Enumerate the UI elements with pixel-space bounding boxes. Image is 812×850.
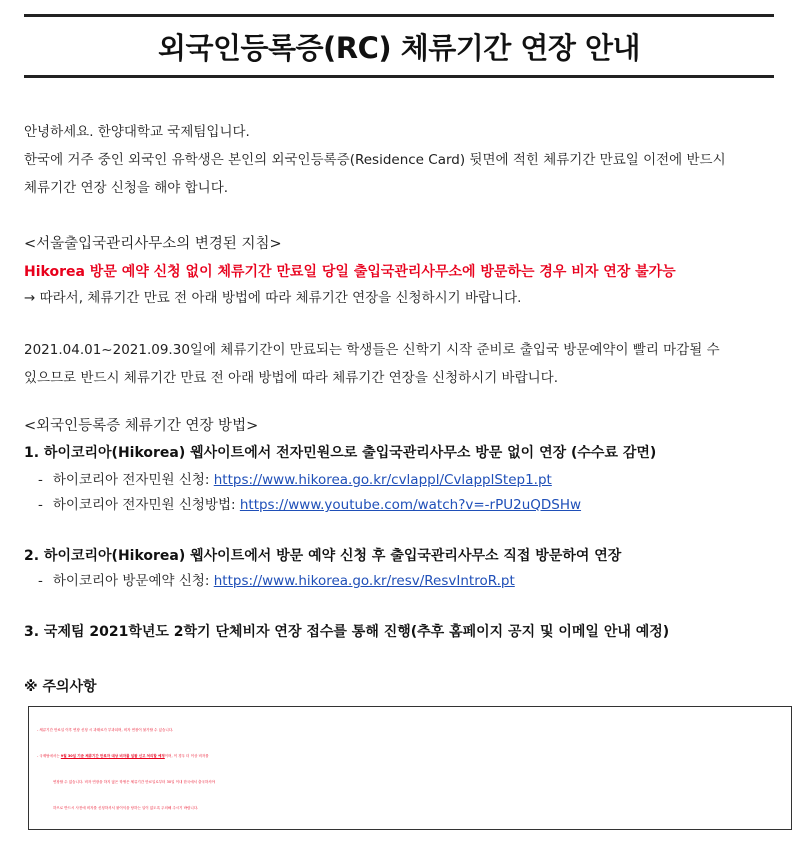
methods-heading: <외국인등록증 체류기간 연장 방법> bbox=[24, 418, 259, 434]
intro-line-2: 한국에 거주 중인 외국인 유학생은 본인의 외국인등록증(Residence Card) 뒷면에 적힌 체류기간 만료일 이전에 반드시 bbox=[24, 152, 726, 168]
step-3-title: 3. 국제팀 2021학년도 2학기 단체비자 연장 접수를 통해 진행(추후 홈페이지 공지 및 이메일 안내 예정) bbox=[24, 624, 670, 640]
notice-item-2-line-3: 하므로 반드시 사전에 비자를 신청하셔서 불이익을 당하는 일이 없도록 주의해 주시기 바랍니다. bbox=[53, 806, 199, 810]
hikorea-reservation-link[interactable]: https://www.hikorea.go.kr/resv/ResvIntroR.pt bbox=[213, 573, 515, 589]
notice-item-2-emphasis: 9월 30일 기준 체류기간 만료자 대상 비자를 일괄 신고 처리할 예정 bbox=[60, 754, 165, 758]
hikorea-e-application-link[interactable]: https://www.hikorea.go.kr/cvlappl/CvlapplStep1.pt bbox=[213, 472, 552, 488]
bullet-dash: - bbox=[38, 573, 43, 589]
notice-title: ※ 주의사항 bbox=[24, 679, 97, 695]
bullet-dash: - bbox=[38, 472, 43, 488]
step-2-sub-1 bbox=[38, 571, 515, 591]
step-1-title: 1. 하이코리아(Hikorea) 웹사이트에서 전자민원으로 출입국관리사무소 방문 없이 연장 (수수료 감면) bbox=[24, 445, 657, 461]
title-box bbox=[24, 14, 774, 78]
intro-greeting: 안녕하세요. 한양대학교 국제팀입니다. bbox=[24, 124, 250, 140]
policy-warning: Hikorea 방문 예약 신청 없이 체류기간 만료일 당일 출입국관리사무소에 방문하는 경우 비자 연장 불가능 bbox=[24, 264, 676, 280]
policy-heading: <서울출입국관리사무소의 변경된 지침> bbox=[24, 236, 282, 252]
step-1-sub-1 bbox=[38, 470, 552, 490]
step-1-sub-2 bbox=[38, 495, 581, 515]
step-1-sub-2-label: 하이코리아 전자민원 신청방법: bbox=[52, 497, 240, 513]
notice-item-2-suffix: 이며, 이 경우 더 이상 비자를 bbox=[164, 754, 209, 758]
period-note bbox=[24, 336, 776, 392]
notice-item-2 bbox=[37, 743, 783, 769]
step-2-title: 2. 하이코리아(Hikorea) 웹사이트에서 방문 예약 신청 후 출입국관리사무소 직접 방문하여 연장 bbox=[24, 548, 622, 564]
period-note-line-2: 있으므로 반드시 체류기간 만료 전 아래 방법에 따라 체류기간 연장을 신청하시기 바랍니다. bbox=[24, 370, 559, 386]
period-note-line-1: 2021.04.01~2021.09.30일에 체류기간이 만료되는 학생들은 신학기 시작 준비로 출입국 방문예약이 빨리 마감될 수 bbox=[24, 342, 720, 358]
youtube-guide-link[interactable]: https://www.youtube.com/watch?v=-rPU2uQDSHw bbox=[239, 497, 582, 513]
step-1-sub-1-label: 하이코리아 전자민원 신청: bbox=[52, 472, 214, 488]
intro-line-3: 체류기간 연장 신청을 해야 합니다. bbox=[24, 180, 229, 196]
notice-box bbox=[28, 706, 792, 830]
bullet-dash: - bbox=[38, 497, 43, 513]
intro-paragraph bbox=[24, 118, 776, 202]
policy-follow: → 따라서, 체류기간 만료 전 아래 방법에 따라 체류기간 연장을 신청하시기 바랍니다. bbox=[24, 290, 522, 306]
notice-item-1: - 체류기간 만료일 이후 연장 신청 시 과태료가 부과되며, 비자 연장이 불가할 수 있습니다. bbox=[37, 728, 174, 732]
notice-item-2-prefix: - 국제팀에서는 bbox=[37, 754, 61, 758]
page-title: 외국인등록증(RC) 체류기간 연장 안내 bbox=[157, 30, 641, 65]
notice-item-2-line-2: 연장할 수 없습니다. 비자 연장을 하지 않은 학생은 체류기간 만료일로부터 30일 이내 한국에서 출국하셔야 bbox=[53, 780, 216, 784]
step-2-sub-1-label: 하이코리아 방문예약 신청: bbox=[52, 573, 214, 589]
